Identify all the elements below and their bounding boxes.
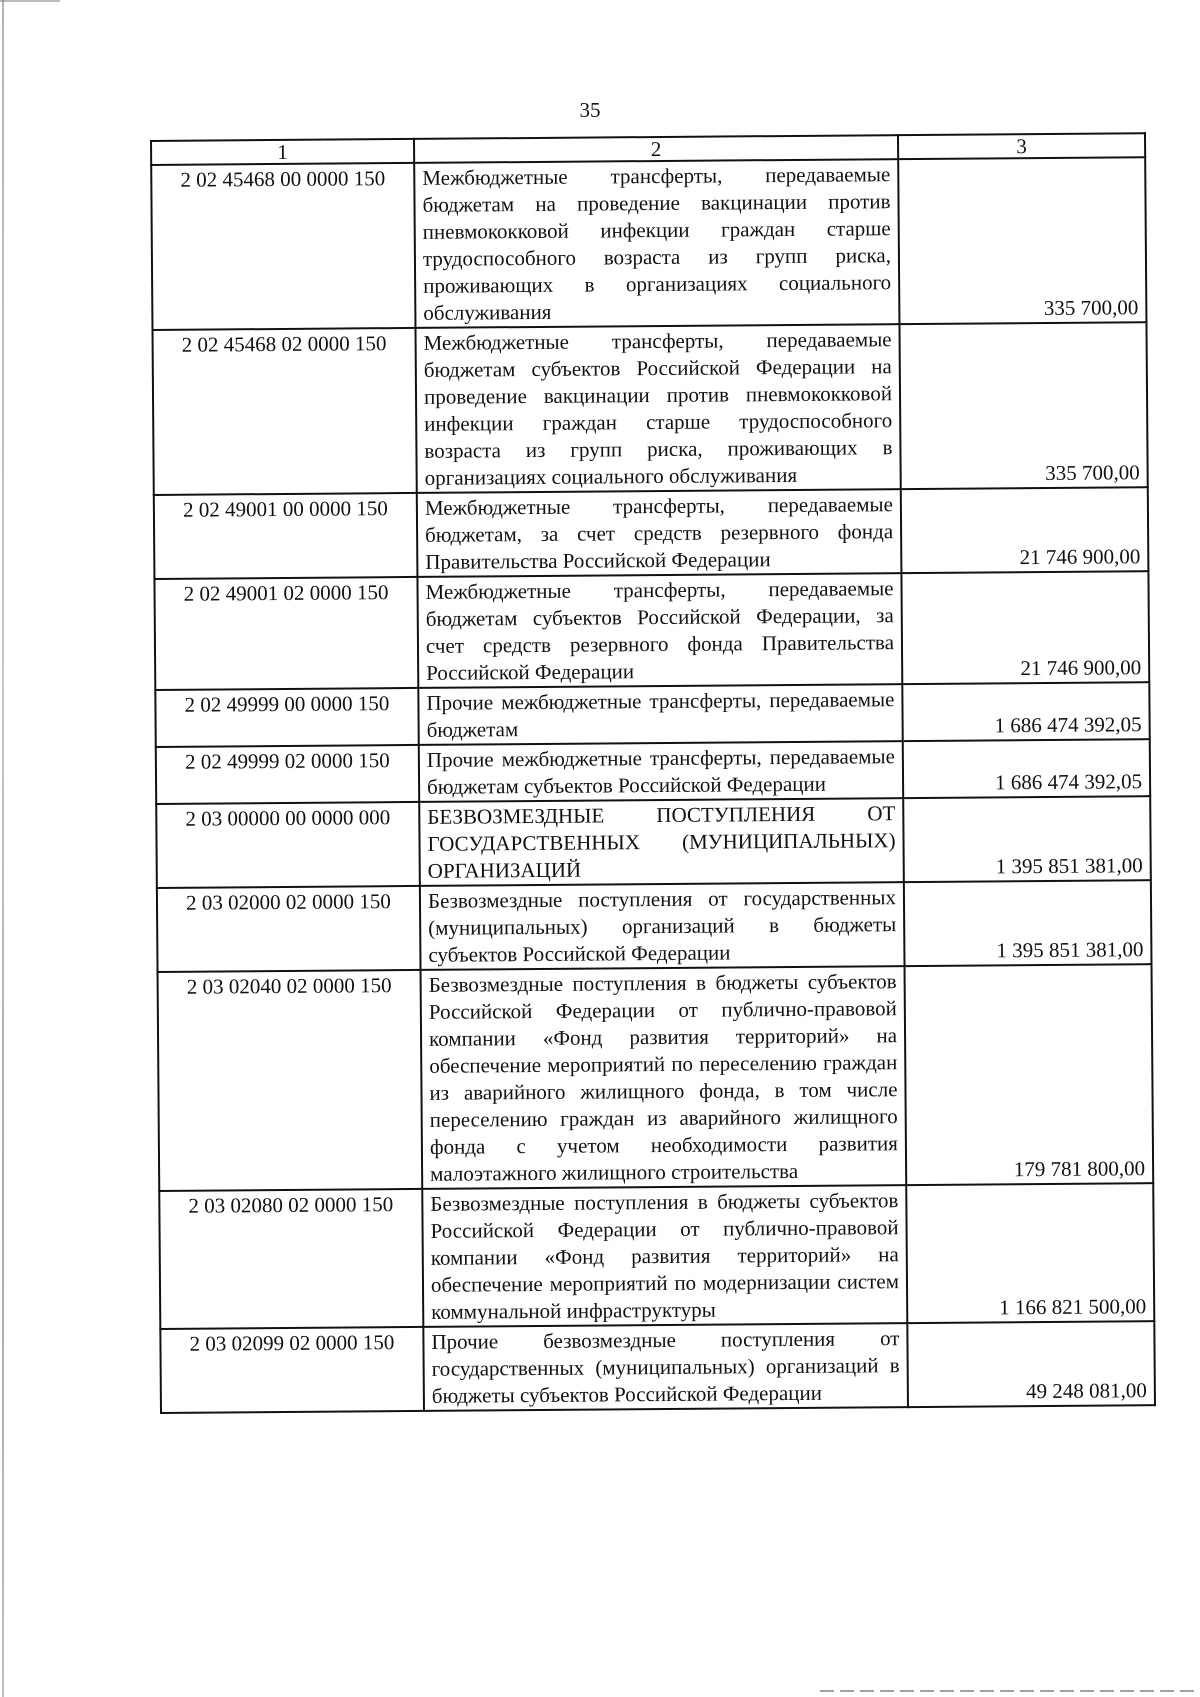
budget-revenue-table xyxy=(150,132,1156,1414)
table-row xyxy=(154,571,1149,690)
table-row xyxy=(152,322,1147,495)
table-row xyxy=(160,1321,1155,1413)
column-header-amount: 3 xyxy=(898,133,1145,159)
row-code: 2 02 49001 02 0000 150 xyxy=(154,577,418,690)
row-name: Прочие межбюджетные трансферты, передаваемые бюджетам xyxy=(418,684,902,745)
row-amount: 1 686 474 392,05 xyxy=(903,739,1150,798)
table-row xyxy=(155,682,1149,747)
table-row xyxy=(157,880,1152,972)
row-amount: 21 746 900,00 xyxy=(901,571,1149,684)
table-row xyxy=(159,1183,1154,1329)
table-row xyxy=(151,157,1146,330)
scan-left-edge xyxy=(2,0,4,1697)
column-header-code: 1 xyxy=(151,139,414,165)
row-amount: 335 700,00 xyxy=(899,322,1147,489)
table-row xyxy=(156,739,1150,804)
row-amount: 1 395 851 381,00 xyxy=(903,796,1151,882)
row-name: Безвозмездные поступления в бюджеты субъектов Российской Федерации от публично-правовой компании «Фонд развития территорий» на обеспечение мероприятий по модернизации систем коммунальной инфраструктуры xyxy=(422,1185,907,1327)
scan-top-edge xyxy=(0,0,60,2)
table-row xyxy=(154,487,1149,579)
row-name: Межбюджетные трансферты, передаваемые бюджетам на проведение вакцинации против пневмококковой инфекции граждан старше трудоспособного возраста из групп риска, проживающих в организациях социального обслуживания xyxy=(414,159,899,328)
row-amount: 335 700,00 xyxy=(898,157,1146,324)
column-header-name: 2 xyxy=(414,135,898,163)
row-name: Межбюджетные трансферты, передаваемые бюджетам субъектов Российской Федерации на проведение вакцинации против пневмококковой инфекции граждан старше трудоспособного возраста из групп риска, проживающих в организациях социального обслуживания xyxy=(415,324,900,493)
row-code: 2 03 00000 00 0000 000 xyxy=(156,802,420,888)
row-name: Безвозмездные поступления в бюджеты субъектов Российской Федерации от публично-правовой компании «Фонд развития территорий» на обеспечение мероприятий по переселению граждан из аварийного жилищного фонда, в том числе переселению граждан из аварийного жилищного фонда с учетом необходимости развития малоэтажного жилищного строительства xyxy=(421,966,907,1189)
row-code: 2 03 02040 02 0000 150 xyxy=(158,970,423,1191)
row-amount: 1 395 851 381,00 xyxy=(904,880,1152,966)
table-row xyxy=(158,964,1154,1191)
row-code: 2 03 02000 02 0000 150 xyxy=(157,886,421,972)
row-amount: 179 781 800,00 xyxy=(905,964,1154,1185)
row-code: 2 02 45468 00 0000 150 xyxy=(151,163,415,330)
scan-bottom-edge xyxy=(820,1690,1200,1692)
row-code: 2 02 49999 02 0000 150 xyxy=(156,745,419,804)
row-code: 2 02 45468 02 0000 150 xyxy=(152,328,416,495)
row-name: Безвозмездные поступления от государственных (муниципальных) организаций в бюджеты субъектов Российской Федерации xyxy=(420,882,905,970)
table-row xyxy=(156,796,1151,888)
page-number: 35 xyxy=(579,98,601,122)
row-amount: 1 166 821 500,00 xyxy=(906,1183,1154,1323)
row-amount: 21 746 900,00 xyxy=(901,487,1149,573)
row-name: Прочие безвозмездные поступления от государственных (муниципальных) организаций в бюджеты субъектов Российской Федерации xyxy=(423,1323,908,1411)
row-name: Прочие межбюджетные трансферты, передаваемые бюджетам субъектов Российской Федерации xyxy=(419,741,903,802)
row-name: Межбюджетные трансферты, передаваемые бюджетам субъектов Российской Федерации, за счет средств резервного фонда Правительства Российской Федерации xyxy=(417,573,902,688)
row-name: БЕЗВОЗМЕЗДНЫЕ ПОСТУПЛЕНИЯ ОТ ГОСУДАРСТВЕННЫХ (МУНИЦИПАЛЬНЫХ) ОРГАНИЗАЦИЙ xyxy=(419,798,904,886)
row-code: 2 03 02099 02 0000 150 xyxy=(160,1327,424,1413)
row-amount: 49 248 081,00 xyxy=(907,1321,1155,1407)
row-code: 2 02 49001 00 0000 150 xyxy=(154,493,418,579)
row-code: 2 03 02080 02 0000 150 xyxy=(159,1189,423,1329)
row-name: Межбюджетные трансферты, передаваемые бюджетам, за счет средств резервного фонда Правительства Российской Федерации xyxy=(417,489,902,577)
row-amount: 1 686 474 392,05 xyxy=(902,682,1149,741)
row-code: 2 02 49999 00 0000 150 xyxy=(155,688,418,747)
